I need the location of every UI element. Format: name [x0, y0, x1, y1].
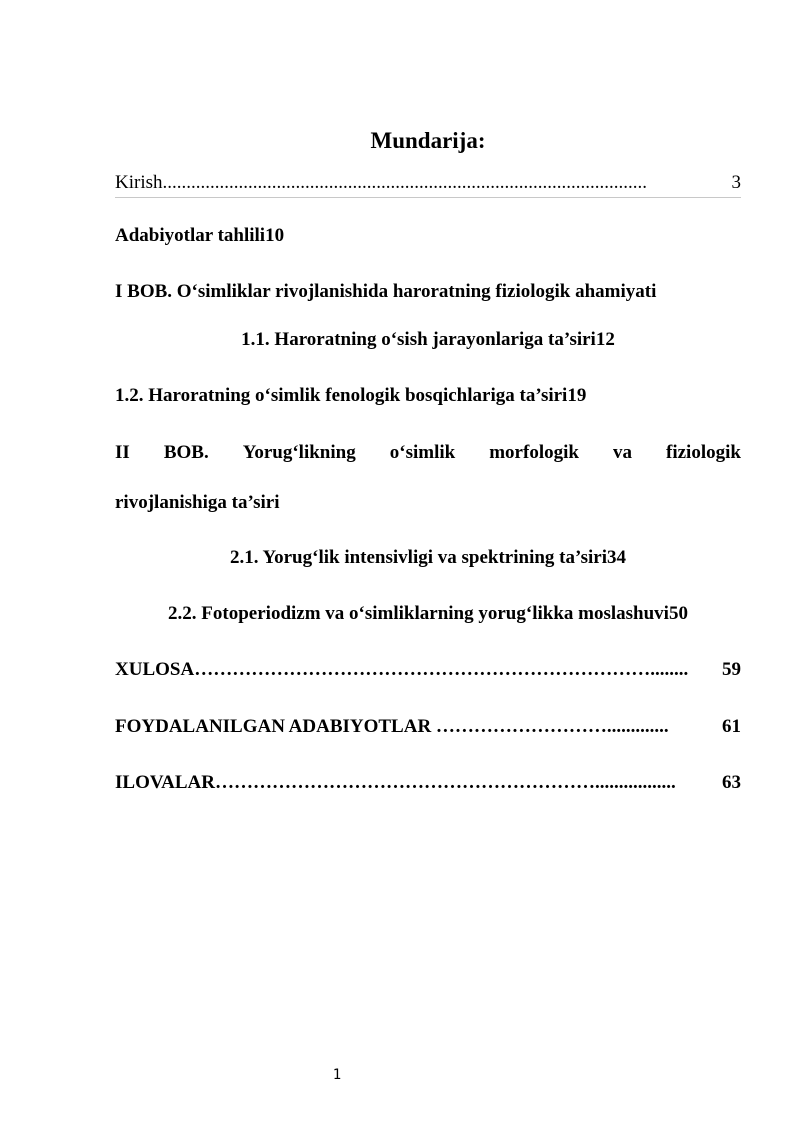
toc-leader-dots: ……………………….............	[435, 716, 669, 737]
toc-entry-chapter-1[interactable]: I BOB. O‘simliklar rivojlanishida haroratning fiziologik ahamiyati	[115, 281, 657, 302]
toc-entry-chapter-2-line2[interactable]: rivojlanishiga ta’siri	[115, 492, 280, 513]
toc-page-number: 59	[722, 659, 741, 680]
toc-leader-dots: …………………………………………………….................	[214, 772, 676, 793]
toc-page-number: 63	[722, 772, 741, 793]
toc-entry-ilovalar[interactable]	[115, 771, 741, 795]
toc-entry-label: FOYDALANILGAN ADABIYOTLAR	[115, 716, 436, 737]
toc-leader-dots: ………………………………………………………………........	[194, 659, 689, 680]
toc-entry-kirish[interactable]	[115, 171, 741, 198]
toc-word: fiziologik	[666, 442, 741, 463]
page-number-footer: 1	[332, 1067, 342, 1083]
toc-word: morfologik	[489, 442, 579, 463]
toc-leader-dots: ......................................................................................................	[162, 172, 647, 193]
toc-entry-label: XULOSA	[115, 659, 195, 680]
toc-word: va	[612, 442, 632, 463]
toc-entry-chapter-2-line1[interactable]	[115, 441, 741, 465]
toc-word: o‘simlik	[389, 442, 456, 463]
toc-entry-adabiyotlar-tahlili[interactable]: Adabiyotlar tahlili10	[115, 225, 285, 246]
toc-page-number: 61	[722, 716, 741, 737]
toc-entry-label: ILOVALAR	[115, 772, 215, 793]
toc-entry-section-2-1[interactable]: 2.1. Yorug‘lik intensivligi va spektrining ta’siri34	[229, 547, 627, 568]
toc-entry-section-2-2[interactable]: 2.2. Fotoperiodizm va o‘simliklarning yorug‘likka moslashuvi50	[168, 603, 688, 624]
toc-word: II	[115, 442, 130, 463]
toc-entry-xulosa[interactable]	[115, 658, 741, 682]
toc-word: BOB.	[163, 442, 209, 463]
toc-title: Mundarija:	[370, 128, 486, 153]
toc-entry-section-1-1[interactable]: 1.1. Haroratning o‘sish jarayonlariga ta’siri12	[241, 329, 615, 350]
toc-page-number: 3	[731, 172, 741, 193]
toc-entry-label: Kirish	[115, 172, 163, 193]
toc-word: Yorug‘likning	[242, 442, 356, 463]
toc-entry-section-1-2[interactable]: 1.2. Haroratning o‘simlik fenologik bosqichlariga ta’siri19	[115, 385, 587, 406]
toc-entry-foydalanilgan-adabiyotlar[interactable]	[115, 715, 741, 739]
